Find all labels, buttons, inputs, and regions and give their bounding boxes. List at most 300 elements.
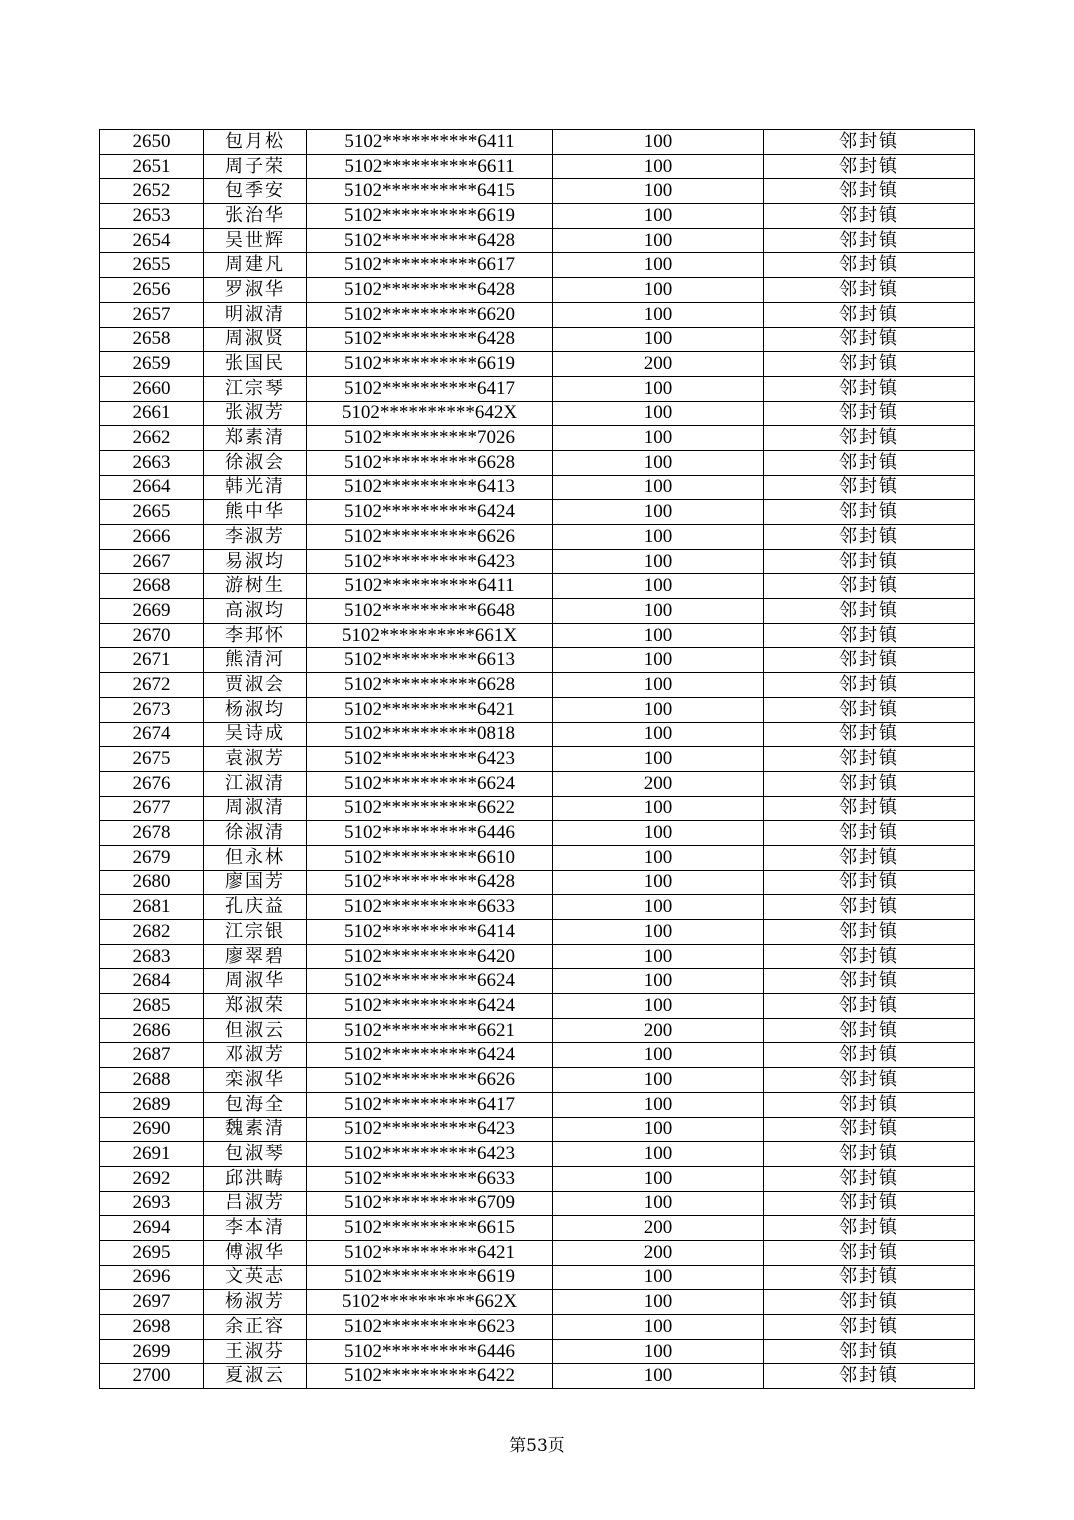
town-cell: 邻封镇 <box>764 376 975 401</box>
id-number-cell: 5102**********6422 <box>307 1364 553 1389</box>
amount-cell: 100 <box>553 1092 764 1117</box>
id-number-cell: 5102**********6423 <box>307 747 553 772</box>
name-cell: 魏素清 <box>204 1117 307 1142</box>
row-number-cell: 2668 <box>100 574 204 599</box>
row-number-cell: 2655 <box>100 253 204 278</box>
amount-cell: 100 <box>553 845 764 870</box>
amount-cell: 100 <box>553 204 764 229</box>
table-row <box>100 327 975 352</box>
row-number-cell: 2700 <box>100 1364 204 1389</box>
table-row <box>100 599 975 624</box>
id-number-cell: 5102**********6709 <box>307 1191 553 1216</box>
id-number-cell: 5102**********0818 <box>307 722 553 747</box>
amount-cell: 100 <box>553 1191 764 1216</box>
row-number-cell: 2656 <box>100 278 204 303</box>
row-number-cell: 2659 <box>100 352 204 377</box>
table-row <box>100 1315 975 1340</box>
row-number-cell: 2695 <box>100 1240 204 1265</box>
id-number-cell: 5102**********6611 <box>307 154 553 179</box>
amount-cell: 100 <box>553 130 764 155</box>
amount-cell: 100 <box>553 1117 764 1142</box>
table-row <box>100 697 975 722</box>
town-cell: 邻封镇 <box>764 845 975 870</box>
table-row <box>100 352 975 377</box>
table-row <box>100 1068 975 1093</box>
row-number-cell: 2657 <box>100 302 204 327</box>
name-cell: 郑素清 <box>204 426 307 451</box>
name-cell: 栾淑华 <box>204 1068 307 1093</box>
row-number-cell: 2674 <box>100 722 204 747</box>
amount-cell: 100 <box>553 549 764 574</box>
name-cell: 廖翠碧 <box>204 944 307 969</box>
amount-cell: 100 <box>553 969 764 994</box>
town-cell: 邻封镇 <box>764 722 975 747</box>
name-cell: 吴世辉 <box>204 228 307 253</box>
town-cell: 邻封镇 <box>764 278 975 303</box>
table-row <box>100 969 975 994</box>
row-number-cell: 2682 <box>100 920 204 945</box>
row-number-cell: 2681 <box>100 895 204 920</box>
row-number-cell: 2652 <box>100 179 204 204</box>
name-cell: 李淑芳 <box>204 525 307 550</box>
row-number-cell: 2679 <box>100 845 204 870</box>
amount-cell: 100 <box>553 179 764 204</box>
town-cell: 邻封镇 <box>764 1092 975 1117</box>
id-number-cell: 5102**********662X <box>307 1290 553 1315</box>
amount-cell: 100 <box>553 525 764 550</box>
name-cell: 周淑华 <box>204 969 307 994</box>
town-cell: 邻封镇 <box>764 697 975 722</box>
name-cell: 熊清河 <box>204 648 307 673</box>
id-number-cell: 5102**********6420 <box>307 944 553 969</box>
table-row <box>100 623 975 648</box>
id-number-cell: 5102**********6619 <box>307 352 553 377</box>
amount-cell: 100 <box>553 673 764 698</box>
row-number-cell: 2692 <box>100 1166 204 1191</box>
id-number-cell: 5102**********6648 <box>307 599 553 624</box>
row-number-cell: 2678 <box>100 821 204 846</box>
id-number-cell: 5102**********6610 <box>307 845 553 870</box>
table-row <box>100 895 975 920</box>
id-number-cell: 5102**********6446 <box>307 821 553 846</box>
amount-cell: 200 <box>553 771 764 796</box>
town-cell: 邻封镇 <box>764 1265 975 1290</box>
town-cell: 邻封镇 <box>764 130 975 155</box>
table-row <box>100 1339 975 1364</box>
row-number-cell: 2680 <box>100 870 204 895</box>
name-cell: 张治华 <box>204 204 307 229</box>
amount-cell: 100 <box>553 648 764 673</box>
town-cell: 邻封镇 <box>764 549 975 574</box>
roster-table-container <box>99 129 974 1389</box>
name-cell: 明淑清 <box>204 302 307 327</box>
id-number-cell: 5102**********6428 <box>307 228 553 253</box>
table-row <box>100 1117 975 1142</box>
amount-cell: 100 <box>553 1364 764 1389</box>
row-number-cell: 2693 <box>100 1191 204 1216</box>
amount-cell: 100 <box>553 401 764 426</box>
table-row <box>100 1265 975 1290</box>
table-row <box>100 994 975 1019</box>
id-number-cell: 5102**********6633 <box>307 1166 553 1191</box>
amount-cell: 100 <box>553 623 764 648</box>
name-cell: 邱洪畴 <box>204 1166 307 1191</box>
town-cell: 邻封镇 <box>764 1216 975 1241</box>
name-cell: 李本清 <box>204 1216 307 1241</box>
town-cell: 邻封镇 <box>764 1290 975 1315</box>
amount-cell: 100 <box>553 302 764 327</box>
id-number-cell: 5102**********6619 <box>307 204 553 229</box>
amount-cell: 100 <box>553 154 764 179</box>
table-row <box>100 450 975 475</box>
row-number-cell: 2658 <box>100 327 204 352</box>
amount-cell: 100 <box>553 722 764 747</box>
amount-cell: 200 <box>553 1018 764 1043</box>
table-row <box>100 154 975 179</box>
town-cell: 邻封镇 <box>764 525 975 550</box>
name-cell: 周建凡 <box>204 253 307 278</box>
id-number-cell: 5102**********6424 <box>307 994 553 1019</box>
town-cell: 邻封镇 <box>764 426 975 451</box>
town-cell: 邻封镇 <box>764 1142 975 1167</box>
name-cell: 游树生 <box>204 574 307 599</box>
amount-cell: 100 <box>553 278 764 303</box>
town-cell: 邻封镇 <box>764 673 975 698</box>
name-cell: 吕淑芳 <box>204 1191 307 1216</box>
town-cell: 邻封镇 <box>764 623 975 648</box>
town-cell: 邻封镇 <box>764 1068 975 1093</box>
amount-cell: 100 <box>553 895 764 920</box>
id-number-cell: 5102**********6446 <box>307 1339 553 1364</box>
row-number-cell: 2689 <box>100 1092 204 1117</box>
table-row <box>100 302 975 327</box>
amount-cell: 100 <box>553 747 764 772</box>
name-cell: 徐淑清 <box>204 821 307 846</box>
id-number-cell: 5102**********6424 <box>307 500 553 525</box>
id-number-cell: 5102**********6624 <box>307 771 553 796</box>
table-row <box>100 525 975 550</box>
amount-cell: 100 <box>553 1142 764 1167</box>
name-cell: 江宗银 <box>204 920 307 945</box>
id-number-cell: 5102**********6626 <box>307 1068 553 1093</box>
table-row <box>100 870 975 895</box>
amount-cell: 100 <box>553 1290 764 1315</box>
table-row <box>100 944 975 969</box>
amount-cell: 100 <box>553 821 764 846</box>
table-row <box>100 1142 975 1167</box>
name-cell: 王淑芬 <box>204 1339 307 1364</box>
town-cell: 邻封镇 <box>764 1240 975 1265</box>
name-cell: 周淑贤 <box>204 327 307 352</box>
name-cell: 张国民 <box>204 352 307 377</box>
table-row <box>100 204 975 229</box>
id-number-cell: 5102**********6615 <box>307 1216 553 1241</box>
id-number-cell: 5102**********6621 <box>307 1018 553 1043</box>
id-number-cell: 5102**********7026 <box>307 426 553 451</box>
town-cell: 邻封镇 <box>764 944 975 969</box>
id-number-cell: 5102**********6628 <box>307 450 553 475</box>
table-row <box>100 401 975 426</box>
town-cell: 邻封镇 <box>764 253 975 278</box>
table-row <box>100 179 975 204</box>
row-number-cell: 2654 <box>100 228 204 253</box>
town-cell: 邻封镇 <box>764 1339 975 1364</box>
town-cell: 邻封镇 <box>764 1364 975 1389</box>
id-number-cell: 5102**********6414 <box>307 920 553 945</box>
table-row <box>100 821 975 846</box>
id-number-cell: 5102**********6428 <box>307 327 553 352</box>
table-row <box>100 549 975 574</box>
name-cell: 杨淑芳 <box>204 1290 307 1315</box>
id-number-cell: 5102**********6417 <box>307 376 553 401</box>
amount-cell: 100 <box>553 1315 764 1340</box>
name-cell: 但永林 <box>204 845 307 870</box>
row-number-cell: 2653 <box>100 204 204 229</box>
amount-cell: 100 <box>553 228 764 253</box>
name-cell: 李邦怀 <box>204 623 307 648</box>
table-row <box>100 228 975 253</box>
row-number-cell: 2671 <box>100 648 204 673</box>
table-row <box>100 426 975 451</box>
town-cell: 邻封镇 <box>764 796 975 821</box>
table-row <box>100 1092 975 1117</box>
amount-cell: 100 <box>553 944 764 969</box>
id-number-cell: 5102**********6428 <box>307 870 553 895</box>
amount-cell: 100 <box>553 475 764 500</box>
id-number-cell: 5102**********6613 <box>307 648 553 673</box>
town-cell: 邻封镇 <box>764 302 975 327</box>
town-cell: 邻封镇 <box>764 1166 975 1191</box>
row-number-cell: 2675 <box>100 747 204 772</box>
town-cell: 邻封镇 <box>764 1018 975 1043</box>
town-cell: 邻封镇 <box>764 895 975 920</box>
row-number-cell: 2662 <box>100 426 204 451</box>
id-number-cell: 5102**********6421 <box>307 697 553 722</box>
name-cell: 袁淑芳 <box>204 747 307 772</box>
row-number-cell: 2687 <box>100 1043 204 1068</box>
id-number-cell: 5102**********6411 <box>307 130 553 155</box>
id-number-cell: 5102**********6423 <box>307 1142 553 1167</box>
amount-cell: 100 <box>553 376 764 401</box>
table-row <box>100 475 975 500</box>
row-number-cell: 2663 <box>100 450 204 475</box>
name-cell: 韩光清 <box>204 475 307 500</box>
table-row <box>100 1166 975 1191</box>
amount-cell: 100 <box>553 500 764 525</box>
table-row <box>100 1364 975 1389</box>
name-cell: 夏淑云 <box>204 1364 307 1389</box>
amount-cell: 100 <box>553 1265 764 1290</box>
id-number-cell: 5102**********6415 <box>307 179 553 204</box>
row-number-cell: 2690 <box>100 1117 204 1142</box>
row-number-cell: 2650 <box>100 130 204 155</box>
amount-cell: 100 <box>553 870 764 895</box>
row-number-cell: 2672 <box>100 673 204 698</box>
id-number-cell: 5102**********6622 <box>307 796 553 821</box>
id-number-cell: 5102**********6421 <box>307 1240 553 1265</box>
town-cell: 邻封镇 <box>764 771 975 796</box>
id-number-cell: 5102**********6626 <box>307 525 553 550</box>
town-cell: 邻封镇 <box>764 821 975 846</box>
name-cell: 包季安 <box>204 179 307 204</box>
town-cell: 邻封镇 <box>764 179 975 204</box>
table-row <box>100 376 975 401</box>
table-row <box>100 648 975 673</box>
town-cell: 邻封镇 <box>764 870 975 895</box>
roster-table <box>99 129 975 1389</box>
town-cell: 邻封镇 <box>764 352 975 377</box>
table-row <box>100 771 975 796</box>
amount-cell: 100 <box>553 426 764 451</box>
id-number-cell: 5102**********6628 <box>307 673 553 698</box>
table-row <box>100 845 975 870</box>
town-cell: 邻封镇 <box>764 969 975 994</box>
table-row <box>100 1191 975 1216</box>
name-cell: 包淑琴 <box>204 1142 307 1167</box>
amount-cell: 100 <box>553 1339 764 1364</box>
name-cell: 罗淑华 <box>204 278 307 303</box>
name-cell: 张淑芳 <box>204 401 307 426</box>
id-number-cell: 5102**********6424 <box>307 1043 553 1068</box>
row-number-cell: 2677 <box>100 796 204 821</box>
amount-cell: 100 <box>553 450 764 475</box>
name-cell: 周子荣 <box>204 154 307 179</box>
id-number-cell: 5102**********6428 <box>307 278 553 303</box>
table-row <box>100 500 975 525</box>
row-number-cell: 2666 <box>100 525 204 550</box>
amount-cell: 200 <box>553 352 764 377</box>
table-row <box>100 747 975 772</box>
row-number-cell: 2664 <box>100 475 204 500</box>
name-cell: 邓淑芳 <box>204 1043 307 1068</box>
id-number-cell: 5102**********6411 <box>307 574 553 599</box>
id-number-cell: 5102**********6417 <box>307 1092 553 1117</box>
table-row <box>100 1043 975 1068</box>
table-row <box>100 574 975 599</box>
row-number-cell: 2683 <box>100 944 204 969</box>
id-number-cell: 5102**********6623 <box>307 1315 553 1340</box>
table-row <box>100 722 975 747</box>
town-cell: 邻封镇 <box>764 475 975 500</box>
name-cell: 高淑均 <box>204 599 307 624</box>
id-number-cell: 5102**********6620 <box>307 302 553 327</box>
name-cell: 傅淑华 <box>204 1240 307 1265</box>
id-number-cell: 5102**********642X <box>307 401 553 426</box>
amount-cell: 100 <box>553 697 764 722</box>
name-cell: 杨淑均 <box>204 697 307 722</box>
town-cell: 邻封镇 <box>764 648 975 673</box>
town-cell: 邻封镇 <box>764 747 975 772</box>
name-cell: 包海全 <box>204 1092 307 1117</box>
row-number-cell: 2665 <box>100 500 204 525</box>
amount-cell: 100 <box>553 599 764 624</box>
table-row <box>100 1290 975 1315</box>
name-cell: 江宗琴 <box>204 376 307 401</box>
name-cell: 吴诗成 <box>204 722 307 747</box>
row-number-cell: 2676 <box>100 771 204 796</box>
id-number-cell: 5102**********6633 <box>307 895 553 920</box>
table-row <box>100 1240 975 1265</box>
amount-cell: 200 <box>553 1216 764 1241</box>
id-number-cell: 5102**********6423 <box>307 1117 553 1142</box>
amount-cell: 100 <box>553 574 764 599</box>
page-number: 第53页 <box>509 1436 565 1456</box>
name-cell: 文英志 <box>204 1265 307 1290</box>
row-number-cell: 2660 <box>100 376 204 401</box>
name-cell: 贾淑会 <box>204 673 307 698</box>
amount-cell: 200 <box>553 1240 764 1265</box>
name-cell: 熊中华 <box>204 500 307 525</box>
town-cell: 邻封镇 <box>764 1191 975 1216</box>
id-number-cell: 5102**********6423 <box>307 549 553 574</box>
row-number-cell: 2699 <box>100 1339 204 1364</box>
row-number-cell: 2694 <box>100 1216 204 1241</box>
row-number-cell: 2697 <box>100 1290 204 1315</box>
row-number-cell: 2667 <box>100 549 204 574</box>
town-cell: 邻封镇 <box>764 450 975 475</box>
id-number-cell: 5102**********6617 <box>307 253 553 278</box>
table-row <box>100 278 975 303</box>
row-number-cell: 2684 <box>100 969 204 994</box>
town-cell: 邻封镇 <box>764 599 975 624</box>
id-number-cell: 5102**********6413 <box>307 475 553 500</box>
amount-cell: 100 <box>553 327 764 352</box>
table-row <box>100 796 975 821</box>
town-cell: 邻封镇 <box>764 574 975 599</box>
town-cell: 邻封镇 <box>764 228 975 253</box>
id-number-cell: 5102**********6624 <box>307 969 553 994</box>
name-cell: 孔庆益 <box>204 895 307 920</box>
name-cell: 江淑清 <box>204 771 307 796</box>
id-number-cell: 5102**********6619 <box>307 1265 553 1290</box>
name-cell: 易淑均 <box>204 549 307 574</box>
amount-cell: 100 <box>553 1166 764 1191</box>
town-cell: 邻封镇 <box>764 994 975 1019</box>
id-number-cell: 5102**********661X <box>307 623 553 648</box>
row-number-cell: 2686 <box>100 1018 204 1043</box>
amount-cell: 100 <box>553 253 764 278</box>
row-number-cell: 2669 <box>100 599 204 624</box>
name-cell: 廖国芳 <box>204 870 307 895</box>
town-cell: 邻封镇 <box>764 154 975 179</box>
town-cell: 邻封镇 <box>764 500 975 525</box>
amount-cell: 100 <box>553 1068 764 1093</box>
amount-cell: 100 <box>553 796 764 821</box>
amount-cell: 100 <box>553 920 764 945</box>
name-cell: 郑淑荣 <box>204 994 307 1019</box>
town-cell: 邻封镇 <box>764 327 975 352</box>
row-number-cell: 2696 <box>100 1265 204 1290</box>
name-cell: 周淑清 <box>204 796 307 821</box>
table-row <box>100 253 975 278</box>
table-row <box>100 1216 975 1241</box>
row-number-cell: 2670 <box>100 623 204 648</box>
row-number-cell: 2688 <box>100 1068 204 1093</box>
town-cell: 邻封镇 <box>764 920 975 945</box>
name-cell: 但淑云 <box>204 1018 307 1043</box>
table-row <box>100 673 975 698</box>
row-number-cell: 2673 <box>100 697 204 722</box>
town-cell: 邻封镇 <box>764 1043 975 1068</box>
table-row <box>100 920 975 945</box>
row-number-cell: 2685 <box>100 994 204 1019</box>
town-cell: 邻封镇 <box>764 1117 975 1142</box>
town-cell: 邻封镇 <box>764 204 975 229</box>
row-number-cell: 2661 <box>100 401 204 426</box>
amount-cell: 100 <box>553 1043 764 1068</box>
name-cell: 余正容 <box>204 1315 307 1340</box>
table-row <box>100 130 975 155</box>
